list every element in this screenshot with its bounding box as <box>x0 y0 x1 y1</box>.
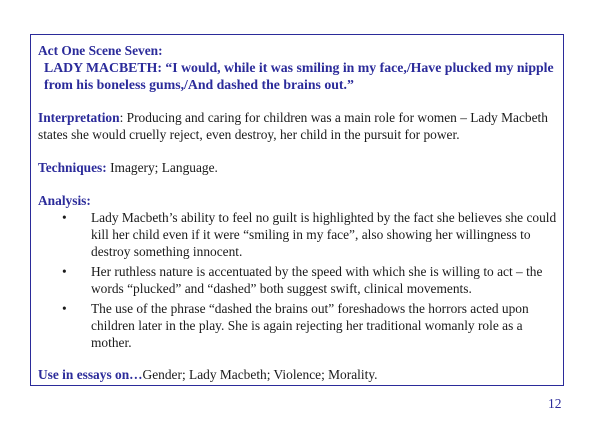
interpretation-text: : Producing and caring for children was a main role for women – Lady Macbeth states she would cruelly reject, even destroy, her child in the pursuit for power. <box>38 110 548 142</box>
analysis-list <box>38 209 557 351</box>
bullet-icon: • <box>62 210 67 225</box>
analysis-point: Her ruthless nature is accentuated by the speed with which she is willing to act – the words “plucked” and “dashed” both suggest swift, clinical movements. <box>91 264 543 296</box>
quote-text: “I would, while it was smiling in my face,/Have plucked my nipple from his boneless gums,/And dashed the brains out.” <box>44 60 554 92</box>
techniques <box>38 159 557 176</box>
interpretation <box>38 109 557 143</box>
revision-card <box>30 34 564 386</box>
use-in-essays <box>38 366 557 383</box>
list-item <box>38 209 557 260</box>
list-item <box>38 300 557 351</box>
bullet-icon: • <box>62 264 67 279</box>
analysis-point: Lady Macbeth’s ability to feel no guilt is highlighted by the fact she believes she could kill her child even if it were “smiling in my face”, also showing her willingness to destroy something innocent. <box>91 210 557 259</box>
techniques-label: Techniques: <box>38 160 107 175</box>
interpretation-label: Interpretation <box>38 110 120 125</box>
page-number: 12 <box>548 396 562 411</box>
list-item <box>38 263 557 297</box>
analysis-label: Analysis: <box>38 193 91 208</box>
quote-speaker: LADY MACBETH: <box>44 60 162 75</box>
quote <box>44 59 557 93</box>
techniques-text: Imagery; Language. <box>106 160 218 175</box>
use-label: Use in essays on… <box>38 367 143 382</box>
use-text: Gender; Lady Macbeth; Violence; Morality. <box>142 367 378 382</box>
scene-title: Act One Scene Seven: <box>38 43 163 58</box>
bullet-icon: • <box>62 301 67 316</box>
analysis-point: The use of the phrase “dashed the brains out” foreshadows the horrors acted upon children later in the play. She is again rejecting her traditional womanly role as a mother. <box>91 301 529 350</box>
